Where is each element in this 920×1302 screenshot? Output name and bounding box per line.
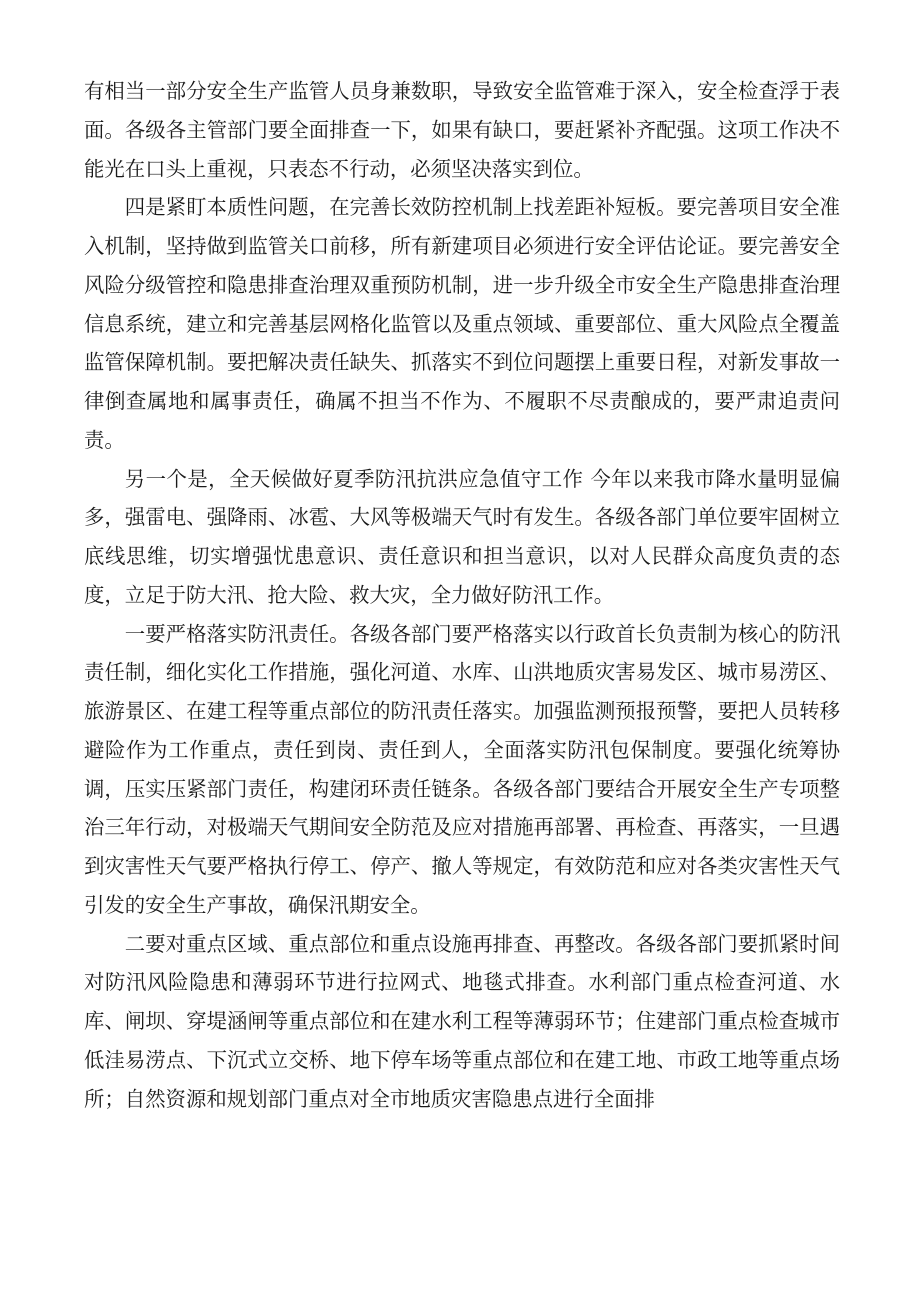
paragraph-key-area-inspection: 二要对重点区域、重点部位和重点设施再排查、再整改。各级各部门要抓紧时间对防汛风险隐患和薄弱环节进行拉网式、地毯式排查。水利部门重点检查河道、水库、闸坝、穿堤涵闸等重点部位和在建水利工程等薄弱环节；住建部门重点检查城市低洼易涝点、下沉式立交桥、地下停车场等重点部位和在建工地、市政工地等重点场所；自然资源和规划部门重点对全市地质灾害隐患点进行全面排	[84, 931, 840, 1111]
paragraph-flood-duty-intro: 另一个是，全天候做好夏季防汛抗洪应急值守工作 今年以来我市降水量明显偏多，强雷电、强降雨、冰雹、大风等极端天气时有发生。各级各部门单位要牢固树立底线思维，切实增强忧患意识、责任意识和担当意识，以对人民群众高度负责的态度，立足于防大汛、抢大险、救大灾，全力做好防汛工作。	[84, 466, 840, 607]
document-page	[84, 72, 840, 1118]
paragraph-flood-responsibility: 一要严格落实防汛责任。各级各部门要严格落实以行政首长负责制为核心的防汛责任制，细化实化工作措施，强化河道、水库、山洪地质灾害易发区、城市易涝区、旅游景区、在建工程等重点部位的防汛责任落实。加强监测预报预警，要把人员转移避险作为工作重点，责任到岗、责任到人，全面落实防汛包保制度。要强化统筹协调，压实压紧部门责任，构建闭环责任链条。各级各部门要结合开展安全生产专项整治三年行动，对极端天气期间安全防范及应对措施再部署、再检查、再落实，一旦遇到灾害性天气要严格执行停工、停产、撤人等规定，有效防范和应对各类灾害性天气引发的安全生产事故，确保汛期安全。	[84, 621, 840, 917]
paragraph-item-four-root-issues: 四是紧盯本质性问题，在完善长效防控机制上找差距补短板。要完善项目安全准入机制，坚持做到监管关口前移，所有新建项目必须进行安全评估论证。要完善安全风险分级管控和隐患排查治理双重预防机制，进一步升级全市安全生产隐患排查治理信息系统，建立和完善基层网格化监管以及重点领域、重要部位、重大风险点全覆盖监管保障机制。要把解决责任缺失、抓落实不到位问题摆上重要日程，对新发事故一律倒查属地和属事责任，确属不担当不作为、不履职不尽责酿成的，要严肃追责问责。	[84, 195, 840, 452]
paragraph-continuation: 有相当一部分安全生产监管人员身兼数职，导致安全监管难于深入，安全检查浮于表面。各级各主管部门要全面排查一下，如果有缺口，要赶紧补齐配强。这项工作决不能光在口头上重视，只表态不行动，必须坚决落实到位。	[84, 79, 840, 181]
